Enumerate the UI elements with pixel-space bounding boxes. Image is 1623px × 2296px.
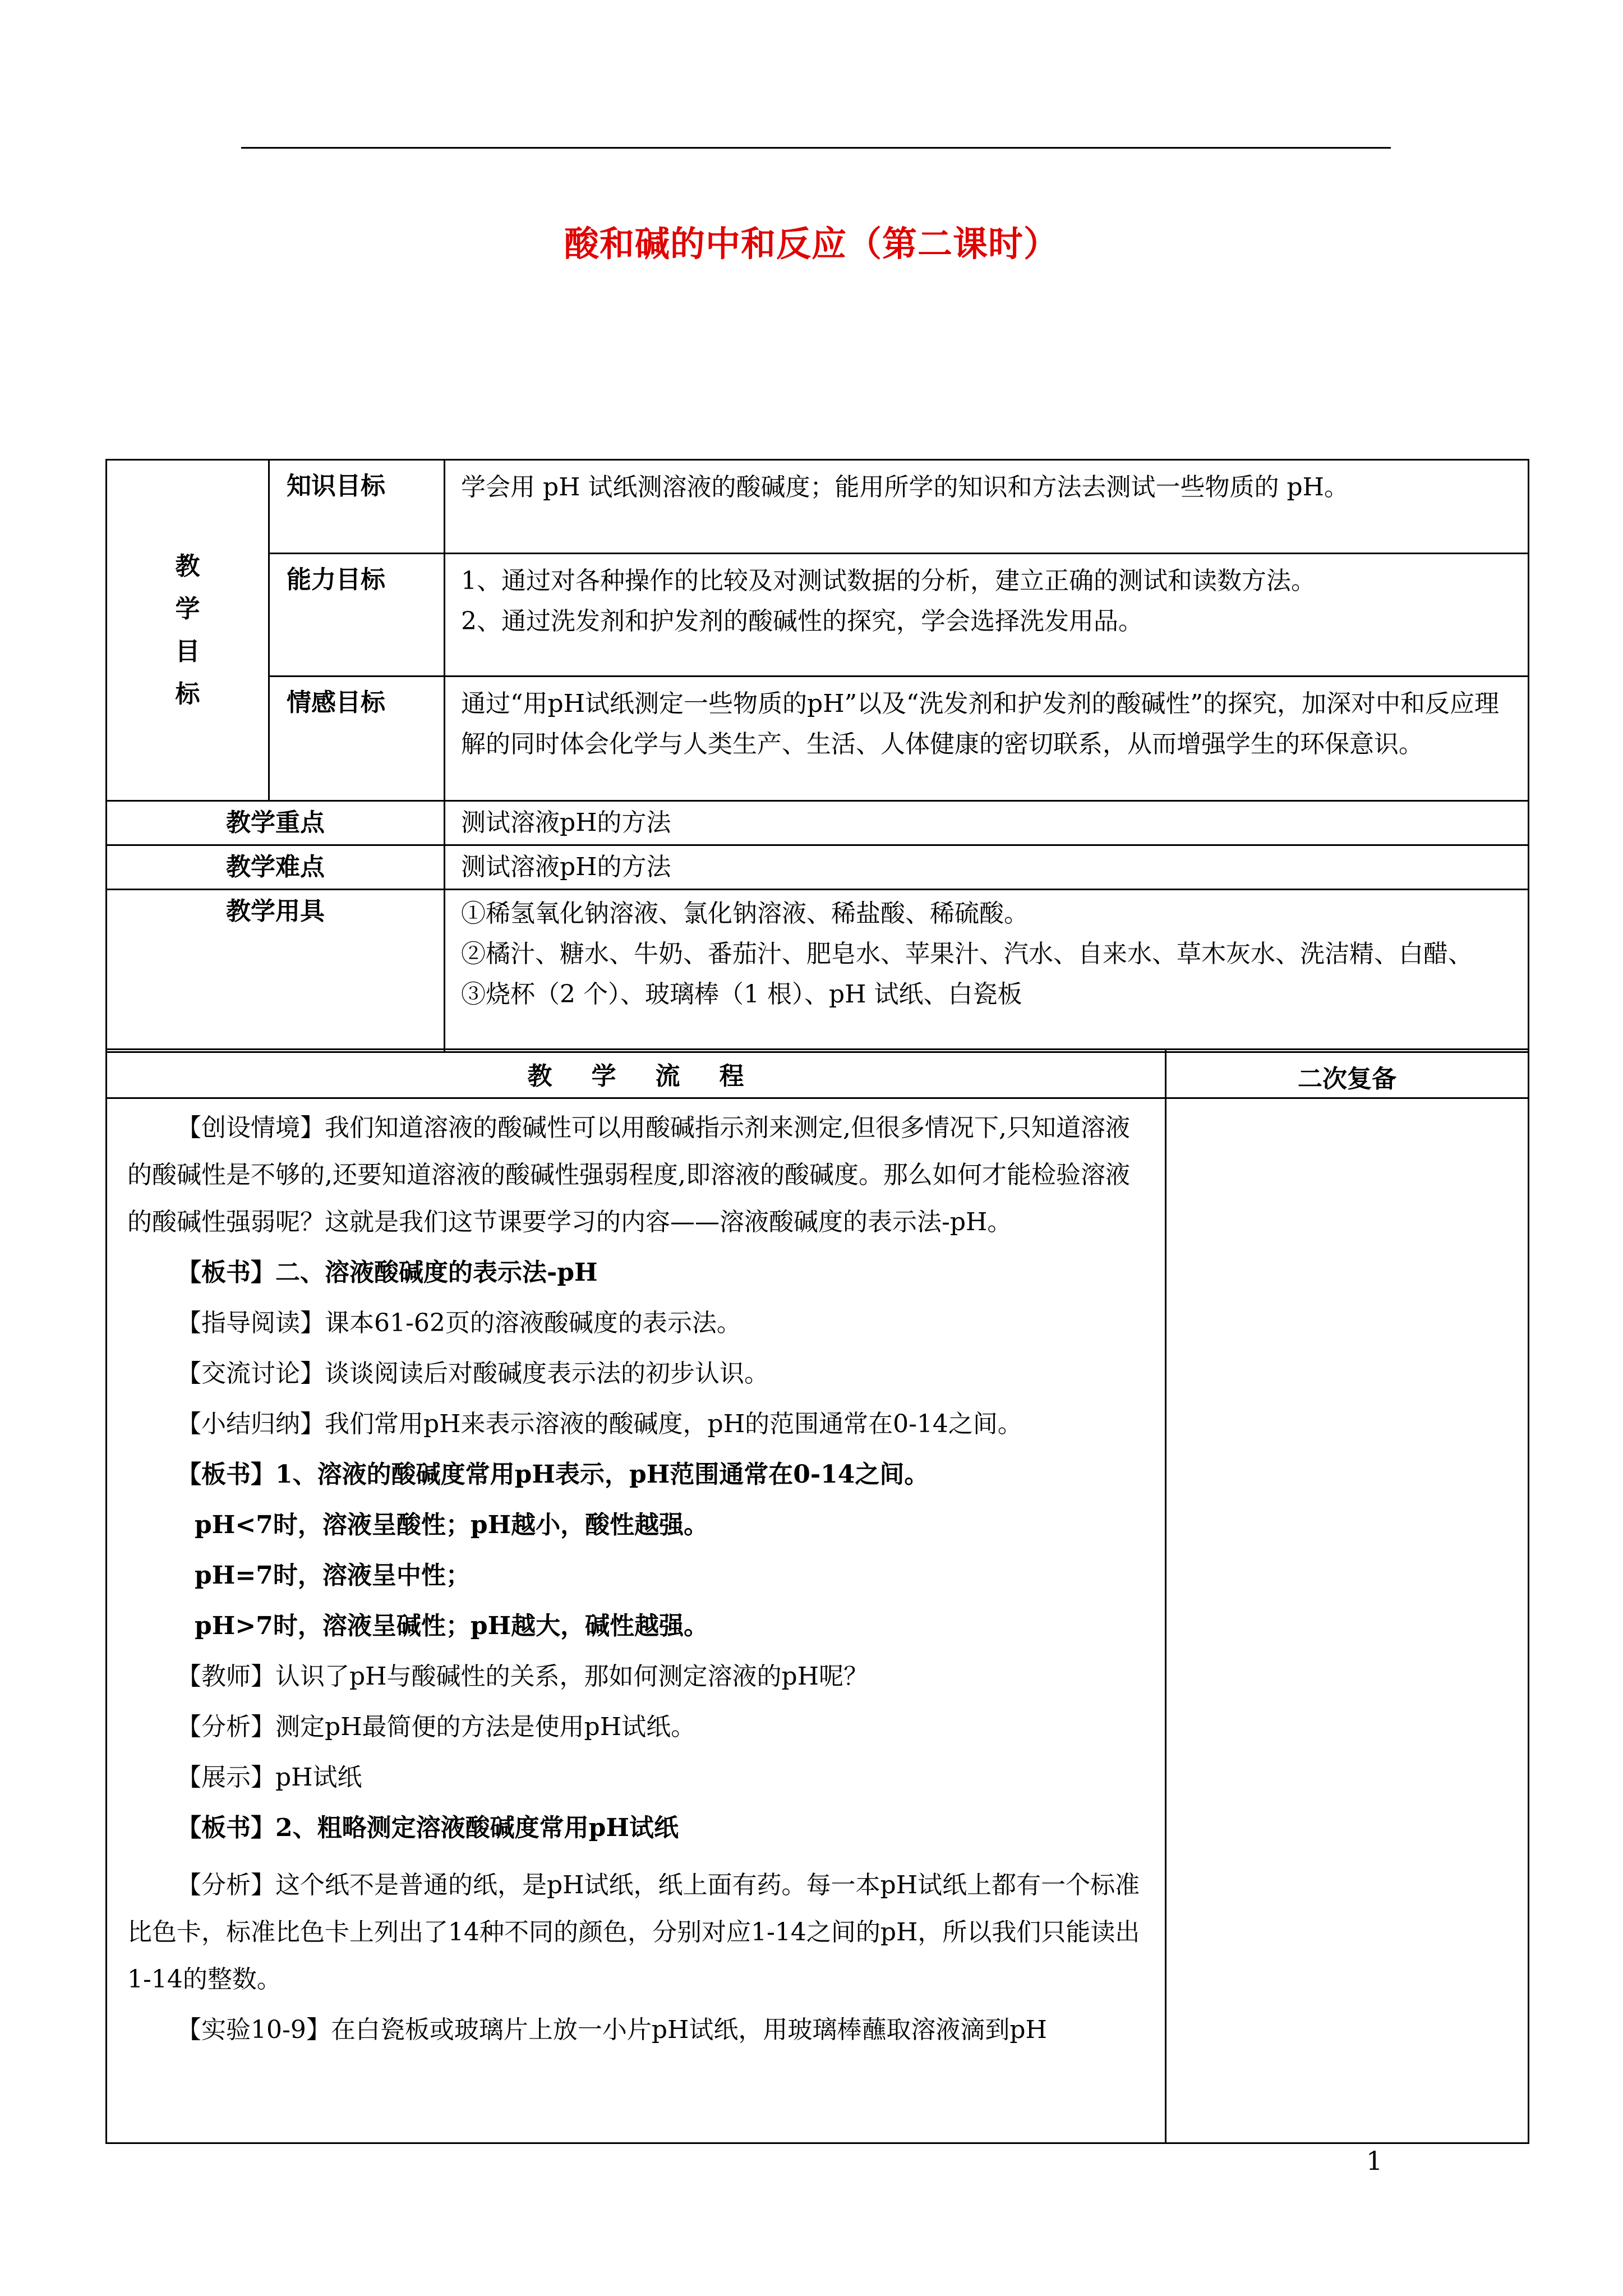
flow-paragraph: 【展示】pH试纸 (177, 1763, 362, 1792)
header-rule (241, 147, 1391, 149)
flow-paragraph: 【教师】认识了pH与酸碱性的关系，那如何测定溶液的pH呢？ (177, 1662, 869, 1691)
difficulty-label: 教学难点 (107, 845, 445, 890)
second-review-cell (1166, 1098, 1529, 2143)
tools-list: ①稀氢氧化钠溶液、氯化钠溶液、稀盐酸、稀硫酸。 ②橘汁、糖水、牛奶、番茄汁、肥皂水、苹果汁、汽水、自来水、草木灰水、洗洁精、白醋、 ③烧杯（2 个）、玻璃棒（1 根）、pH 试纸、白瓷板 (445, 890, 1529, 1052)
flow-paragraph: 【实验10-9】在白瓷板或玻璃片上放一小片pH试纸，用玻璃棒蘸取溶液滴到pH (177, 2016, 1047, 2044)
flow-paragraph: 【板书】二、溶液酸碱度的表示法-pH (177, 1258, 598, 1287)
teaching-objectives-label: 教 学 目 标 (107, 460, 269, 801)
teaching-flow-body (107, 1098, 1166, 2143)
flow-paragraph: 【板书】1、溶液的酸碱度常用pH表示，pH范围通常在0-14之间。 (177, 1460, 929, 1489)
tools-label: 教学用具 (107, 890, 445, 1052)
teaching-flow-header: 教学流程 (107, 1050, 1166, 1098)
flow-paragraph: 【分析】测定pH最简便的方法是使用pH试纸。 (177, 1713, 696, 1741)
second-review-header: 二次复备 (1166, 1050, 1529, 1098)
key-point-label: 教学重点 (107, 801, 445, 845)
flow-paragraph: 【板书】2、粗略测定溶液酸碱度常用pH试纸 (177, 1814, 679, 1842)
difficulty-value: 测试溶液pH的方法 (445, 845, 1529, 890)
ability-objective-label: 能力目标 (269, 554, 445, 677)
emotion-objective-text: 通过“用pH试纸测定一些物质的pH”以及“洗发剂和护发剂的酸碱性”的探究，加深对中和反应理解的同时体会化学与人类生产、生活、人体健康的密切联系，从而增强学生的环保意识。 (445, 677, 1529, 801)
flow-paragraph: 【创设情境】我们知道溶液的酸碱性可以用酸碱指示剂来测定,但很多情况下,只知道溶液的酸碱性是不够的,还要知道溶液的酸碱性强弱程度,即溶液的酸碱度。那么如何才能检验溶液的酸碱性强弱呢？这就是我们这节课要学习的内容——溶液酸碱度的表示法-pH。 (127, 1114, 1130, 1236)
teaching-flow-table (105, 1048, 1529, 2144)
objectives-table (105, 459, 1529, 1053)
knowledge-objective-text: 学会用 pH 试纸测溶液的酸碱度；能用所学的知识和方法去测试一些物质的 pH。 (445, 460, 1529, 554)
emotion-objective-label: 情感目标 (269, 677, 445, 801)
key-point-value: 测试溶液pH的方法 (445, 801, 1529, 845)
flow-paragraph: pH=7时，溶液呈中性； (195, 1561, 471, 1590)
flow-paragraph: pH>7时，溶液呈碱性；pH越大，碱性越强。 (195, 1612, 709, 1640)
flow-paragraph: 【分析】这个纸不是普通的纸，是pH试纸，纸上面有药。每一本pH试纸上都有一个标准比色卡，标准比色卡上列出了14种不同的颜色，分别对应1-14之间的pH，所以我们只能读出1-14的整数。 (127, 1871, 1140, 1994)
knowledge-objective-label: 知识目标 (269, 460, 445, 554)
flow-paragraph: 【小结归纳】我们常用pH来表示溶液的酸碱度，pH的范围通常在0-14之间。 (177, 1410, 1022, 1438)
document-title: 酸和碱的中和反应（第二课时） (564, 223, 1059, 264)
flow-paragraph: 【指导阅读】课本61-62页的溶液酸碱度的表示法。 (177, 1309, 741, 1337)
flow-paragraph: pH<7时，溶液呈酸性；pH越小，酸性越强。 (195, 1511, 709, 1539)
ability-objective-text: 1、通过对各种操作的比较及对测试数据的分析，建立正确的测试和读数方法。 2、通过洗发剂和护发剂的酸碱性的探究，学会选择洗发用品。 (445, 554, 1529, 677)
flow-paragraph: 【交流讨论】谈谈阅读后对酸碱度表示法的初步认识。 (177, 1359, 769, 1388)
page-number: 1 (1366, 2146, 1383, 2176)
